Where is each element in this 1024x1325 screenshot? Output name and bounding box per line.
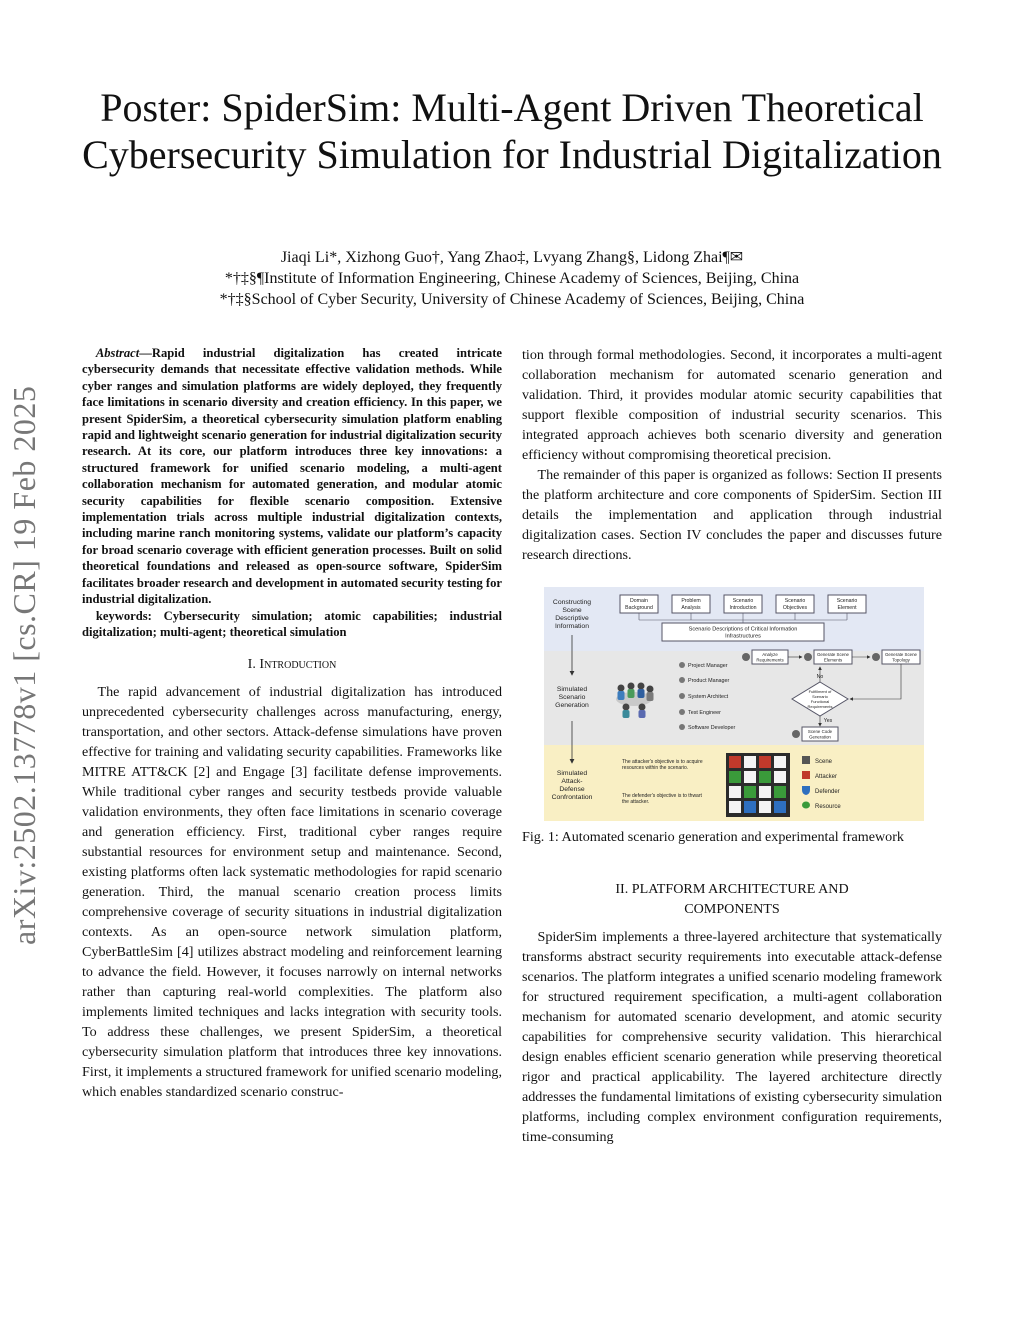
figure-caption: Fig. 1: Automated scenario generation and experimental framework [522, 829, 904, 845]
svg-text:Scenario Descriptions of Criti: Scenario Descriptions of Critical Information Infrastructures [688, 626, 798, 640]
keywords: keywords: Cybersecurity simulation; atomic capabilities; industrial digitalization; multi-agent; theoretical simulation [82, 608, 502, 639]
box-scenario-element [828, 595, 866, 613]
svg-text:Product Manager: Product Manager [688, 678, 730, 684]
section-2-heading [522, 879, 942, 919]
svg-text:ScenarioIntroduction: Scenario Introduction [729, 598, 757, 611]
svg-text:Resource: Resource [815, 804, 841, 810]
grid-cell-empty [729, 786, 741, 798]
flow-yes-label: Yes [823, 718, 833, 724]
svg-text:Attacker: Attacker [815, 774, 838, 780]
svg-text:Test Engineer: Test Engineer [688, 710, 721, 716]
author-block [60, 247, 964, 310]
svg-text:Project Manager: Project Manager [688, 663, 728, 669]
grid-cell-resource [729, 771, 741, 783]
svg-text:AnalyzeRequirements: Analyze Requirements [756, 652, 784, 663]
role-software-developer [679, 724, 736, 731]
grid-cell-empty [759, 786, 771, 798]
svg-text:Scene CodeGeneration: Scene Code Generation [807, 729, 833, 740]
svg-text:ScenarioObjectives: Scenario Objectives [782, 598, 808, 611]
defender-objective-note: The defender's objective is to thwart the attacker. [622, 793, 702, 805]
figure-1 [522, 587, 942, 847]
grid-cell-empty [744, 771, 756, 783]
arxiv-identifier-text: arXiv:2502.13778v1 [cs.CR] 19 Feb 2025 [6, 385, 42, 945]
grid-cell-resource [774, 786, 786, 798]
row1-label: Constructing Scene Descriptive Information [552, 599, 592, 630]
grid-cell-empty [774, 756, 786, 768]
svg-text:Generate SceneTopology: Generate Scene Topology [885, 652, 917, 663]
section-1-heading: I. Introduction [247, 656, 337, 673]
svg-text:ScenarioElement: Scenario Element [836, 598, 858, 611]
grid-cell-attacker [729, 756, 741, 768]
grid-cell-empty [729, 801, 741, 813]
section-1-paragraph: The rapid advancement of industrial digitalization has introduced unprecedented cybersecurity challenges across manufacturing, energy, transportation, and other sectors. Attack-defense simulations have proven effective for training and validating security capabilities. Frameworks like MITRE ATT&CK [2] and Engage [3] facilitate defense improvements. While traditional cyber ranges and security testbeds provide valuable validation environments, they often face limitations in scenario coverage and generation efficiency. First, traditional cyber ranges require substantial resources for environment setup and maintenance. Second, existing platforms often lack systematic methodologies for rapid scenario generation. Third, the manual scenario creation process limits comprehensive coverage of security situations in industrial digitalization contexts. As an open-source network simulation platform, CyberBattleSim [4] utilizes abstract modeling and reinforcement learning to advance the field. However, it focuses narrowly on internal networks rather than capturing real-world complexities. The platform also implements limited techniques and lacks integration with security tools. To address these challenges, we present SpiderSim, a theoretical cybersecurity simulation platform that introduces three key innovations. First, it implements a structured framework for unified scenario modeling, which enables standardized scenario construc- [82, 684, 502, 1101]
svg-text:System Architect: System Architect [688, 694, 729, 700]
abstract-label: Abstract [95, 346, 140, 360]
box-scenario-introduction [724, 595, 762, 613]
abstract-text: —Rapid industrial digitalization has created intricate cybersecurity demands that necessitate effective validation methods. While cyber ranges and simulation platforms are widely deployed, they frequently face limitations in scenario diversity and creation efficiency. In this paper, we present SpiderSim, a theoretical cybersecurity simulation platform enabling rapid and lightweight scenario generation for industrial digitalization security research. At its core, our platform introduces three key innovations: a structured framework for unified scenario modeling, a multi-agent collaboration mechanism for automated generation, and modular atomic security capabilities for flexible scenario composition. Extensive implementation trials across multiple industrial digitalization contexts, including marine ranch monitoring systems, validate our platform’s capacity for broad scenario coverage with efficient generation processes. Built on solid theoretical foundations and released as open-source software, SpiderSim facilitates broader research and development in automated security testing for industrial digitalization. [82, 346, 502, 607]
author-list: Jiaqi Li*, Xizhong Guo†, Yang Zhao‡, Lvyang Zhang§, Lidong Zhai¶✉ [280, 249, 744, 266]
left-column [82, 345, 502, 1102]
right-column [522, 345, 942, 1147]
abstract [82, 345, 502, 608]
grid-cell-attacker [759, 756, 771, 768]
grid-cell-resource [744, 786, 756, 798]
row3-label: Simulated Attack-Defense Confrontation [551, 770, 593, 801]
grid-cell-defender [744, 801, 756, 813]
grid-cell-defender [774, 801, 786, 813]
paper-organization: The remainder of this paper is organized as follows: Section II presents the platform architecture and core components of SpiderSim. Section III details the implementation and application through industrial digitalization cases. Section IV concludes the paper and discusses future research directions. [522, 467, 942, 563]
box-problem-analysis [672, 595, 710, 613]
framework-diagram [522, 587, 942, 821]
intro-continuation: tion through formal methodologies. Second, it incorporates a multi-agent collaboration mechanism for automated scenario generation and validation. Third, it provides modular atomic security capabilities that support flexible composition of industrial security scenarios. This integrated approach achieves both scenario diversity and generation efficiency without compromising theoretical precision. [522, 347, 942, 463]
scene-grid [726, 753, 790, 817]
grid-cell-resource [759, 771, 771, 783]
svg-text:Scene: Scene [815, 759, 833, 765]
svg-text:Generate SceneElements: Generate Scene Elements [817, 652, 849, 663]
box-scenario-objectives [776, 595, 814, 613]
attacker-objective-note: The attacker's objective is to acquire resources within the scenario. [622, 759, 703, 771]
svg-text:Defender: Defender [815, 789, 840, 795]
svg-text:Fulfillment ofScenarioFunction: Fulfillment of Scenario Functional Requirements [807, 689, 833, 709]
svg-text:DomainBackground: Domain Background [625, 598, 653, 611]
section-2-heading-line-2: COMPONENTS [684, 901, 780, 917]
box-infrastructure-descriptions [662, 623, 824, 641]
affiliation-1: *†‡§¶Institute of Information Engineering, Chinese Academy of Sciences, Beijing, China [224, 270, 800, 287]
row2-label: Simulated Scenario Generation [555, 686, 589, 709]
section-2-paragraph: SpiderSim implements a three-layered architecture that systematically transforms abstract security requirements into executable attack-defense scenarios. The platform integrates a unified scenario modeling framework for structured requirement specification, a multi-agent collaboration mechanism for automated scenario development, and atomic security capabilities for comprehensive security validation. This hierarchical design enables efficient scenario generation while preserving theoretical rigor and practical applicability. The layered architecture directly addresses the fundamental limitations of existing cybersecurity simulation platforms, including complex environment configuration requirements, time-consuming [522, 929, 942, 1145]
svg-text:ProblemAnalysis: Problem Analysis [681, 598, 701, 611]
svg-text:Software Developer: Software Developer [688, 725, 736, 731]
grid-cell-empty [759, 801, 771, 813]
flow-no-label: No [816, 674, 824, 680]
paper-title: Poster: SpiderSim: Multi-Agent Driven Theoretical Cybersecurity Simulation for Industrial Digitalization [82, 85, 942, 177]
affiliation-2: *†‡§School of Cyber Security, University of Chinese Academy of Sciences, Beijing, China [219, 291, 805, 308]
grid-cell-empty [774, 771, 786, 783]
box-domain-background [620, 595, 658, 613]
grid-cell-empty [744, 756, 756, 768]
section-2-heading-line-1: II. PLATFORM ARCHITECTURE AND [615, 881, 849, 897]
